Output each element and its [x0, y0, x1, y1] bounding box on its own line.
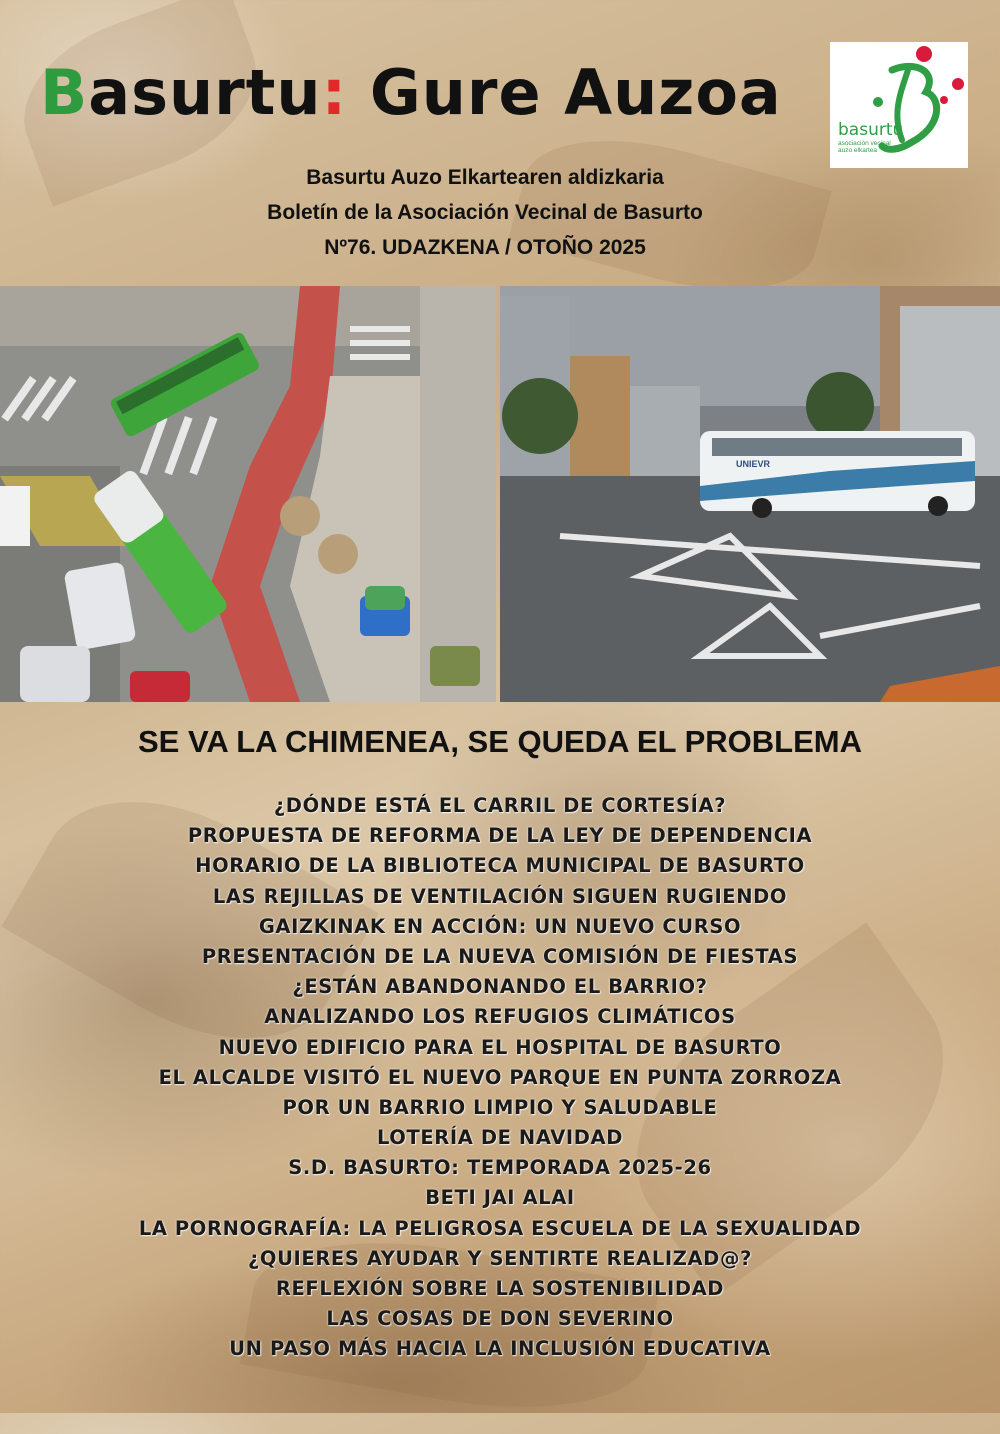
masthead-word1: asurtu: [88, 56, 322, 129]
logo-subline-2: auzo elkartea: [838, 147, 878, 154]
contents-item: LAS REJILLAS DE VENTILACIÓN SIGUEN RUGIENDO: [212, 884, 788, 908]
contents-item: HORARIO DE LA BIBLIOTECA MUNICIPAL DE BASURTO: [195, 854, 805, 878]
masthead-title: [40, 56, 782, 129]
contents-item: ¿DÓNDE ESTÁ EL CARRIL DE CORTESÍA?: [273, 794, 727, 817]
contents-item: REFLEXIÓN SOBRE LA SOSTENIBILIDAD: [275, 1277, 725, 1300]
street-intersection-image: [0, 286, 496, 702]
contents-item: PRESENTACIÓN DE LA NUEVA COMISIÓN DE FIESTAS: [201, 944, 799, 968]
contents-item: ANALIZANDO LOS REFUGIOS CLIMÁTICOS: [264, 1005, 736, 1029]
contents-item: GAIZKINAK EN ACCIÓN: UN NUEVO CURSO: [258, 914, 742, 938]
contents-item: S.D. BASURTO: TEMPORADA 2025-26: [288, 1156, 712, 1180]
contents-item: EL ALCALDE VISITÓ EL NUEVO PARQUE EN PUNTA ZORROZA: [158, 1065, 842, 1089]
logo-name: basurtu: [838, 120, 904, 140]
contents-item: LAS COSAS DE DON SEVERINO: [326, 1307, 674, 1331]
contents-item: BETI JAI ALAI: [425, 1186, 575, 1210]
association-logo: [830, 42, 968, 168]
cover-photos: [0, 286, 1000, 702]
masthead-colon: :: [321, 56, 348, 129]
subtitle-spanish: Boletín de la Asociación Vecinal de Basurto: [267, 201, 703, 224]
subtitle-basque: Basurtu Auzo Elkartearen aldizkaria: [306, 166, 664, 189]
bus-operator-text: UNIEVR: [736, 459, 771, 469]
contents-item: NUEVO EDIFICIO PARA EL HOSPITAL DE BASURTO: [218, 1035, 782, 1059]
page-header: [0, 0, 1000, 286]
photo-street-bus: [500, 286, 1000, 702]
contents-list: [0, 791, 1000, 1365]
contents-item: ¿ESTÁN ABANDONANDO EL BARRIO?: [292, 975, 708, 999]
contents-item: ¿QUIERES AYUDAR Y SENTIRTE REALIZAD@?: [248, 1246, 752, 1270]
contents-item: UN PASO MÁS HACIA LA INCLUSIÓN EDUCATIVA: [229, 1337, 771, 1361]
contents-item: PROPUESTA DE REFORMA DE LA LEY DE DEPENDENCIA: [187, 824, 813, 848]
contents-item: LOTERÍA DE NAVIDAD: [376, 1126, 624, 1150]
main-headline: SE VA LA CHIMENEA, SE QUEDA EL PROBLEMA: [138, 724, 862, 759]
street-bus-image: [500, 286, 1000, 702]
photo-intersection-buses: [0, 286, 496, 702]
contents-item: LA PORNOGRAFÍA: LA PELIGROSA ESCUELA DE LA SEXUALIDAD: [138, 1216, 862, 1240]
logo-subline-1: asociación vecinal: [838, 140, 891, 147]
masthead-initial: B: [40, 56, 89, 129]
issue-number: Nº76. UDAZKENA / OTOÑO 2025: [324, 236, 646, 259]
contents-item: POR UN BARRIO LIMPIO Y SALUDABLE: [282, 1095, 718, 1119]
masthead-word2: Gure Auzoa: [347, 56, 782, 129]
